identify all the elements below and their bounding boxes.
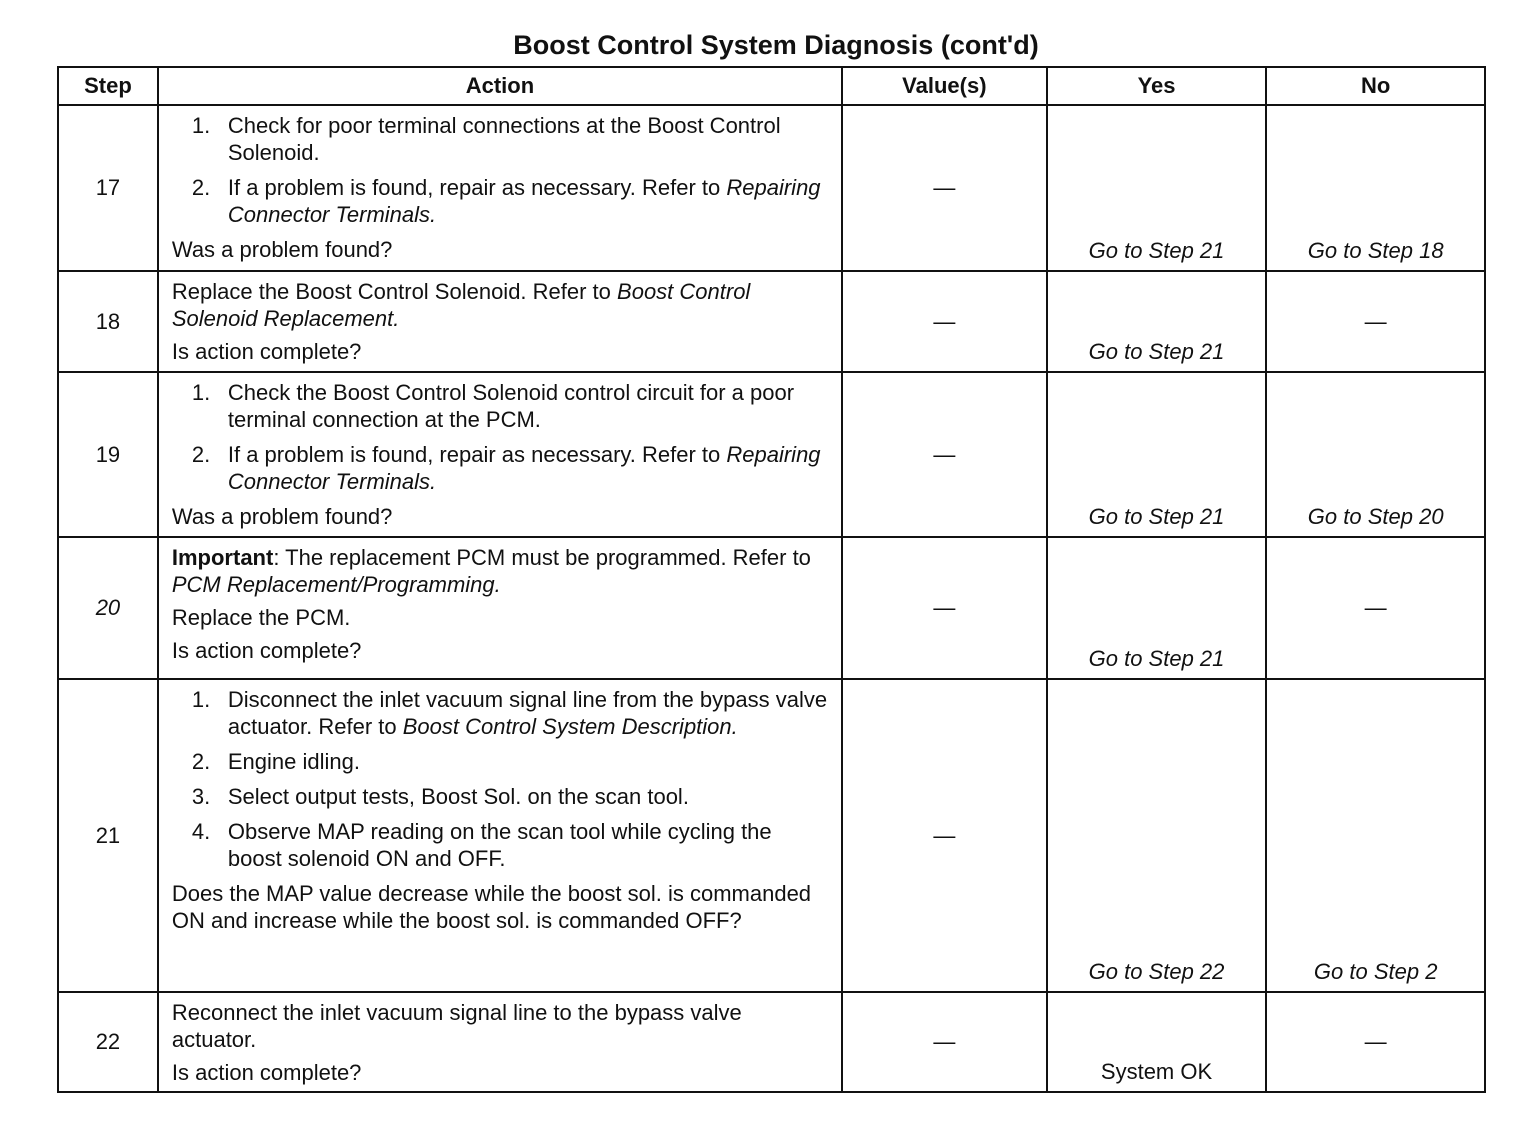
- list-number: 1.: [191, 113, 211, 138]
- action-list-item: [172, 112, 831, 166]
- table-row: [58, 105, 1485, 271]
- list-text: [228, 112, 831, 166]
- action-paragraph: [172, 637, 831, 664]
- list-number: 2.: [191, 442, 211, 467]
- yes-cell: System OK: [1047, 992, 1267, 1092]
- value-cell: —: [842, 537, 1047, 679]
- value-cell: —: [842, 271, 1047, 372]
- step-cell: 18: [58, 271, 158, 372]
- header-step: Step: [58, 67, 158, 105]
- action-paragraph: [172, 236, 831, 263]
- value-cell: —: [842, 679, 1047, 992]
- action-list-item: [172, 174, 831, 228]
- action-text: Check for poor terminal connections at the Boost Control Solenoid.: [227, 113, 781, 165]
- action-paragraph: [172, 604, 831, 631]
- action-cell: [158, 679, 842, 992]
- yes-cell: Go to Step 21: [1047, 105, 1267, 271]
- header-action: Action: [158, 67, 842, 105]
- step-cell: 17: [58, 105, 158, 271]
- action-text: Repairing Connector Terminals.: [227, 175, 821, 227]
- action-text: Check the Boost Control Solenoid control circuit for a poor terminal connection at the PCM.: [227, 380, 795, 432]
- list-text: [228, 379, 831, 433]
- action-text: Repairing Connector Terminals.: [227, 442, 821, 494]
- table-row: [58, 992, 1485, 1092]
- list-number: 1.: [191, 687, 211, 712]
- header-yes: Yes: [1047, 67, 1267, 105]
- list-text: [228, 686, 831, 740]
- action-text: Boost Control System Description.: [402, 714, 738, 739]
- list-text: [228, 174, 831, 228]
- action-text: Replace the Boost Control Solenoid. Refer to: [171, 279, 618, 304]
- list-text: [228, 441, 831, 495]
- action-cell: [158, 992, 842, 1092]
- action-paragraph: [172, 338, 831, 365]
- action-paragraph: [172, 544, 831, 598]
- no-cell: —: [1266, 271, 1485, 372]
- action-cell: [158, 372, 842, 537]
- no-cell: —: [1266, 992, 1485, 1092]
- action-text: Was a problem found?: [171, 237, 393, 262]
- list-number: 3.: [191, 784, 211, 809]
- action-paragraph: [172, 503, 831, 530]
- yes-cell: Go to Step 22: [1047, 679, 1267, 992]
- list-number: 2.: [191, 175, 211, 200]
- action-text: If a problem is found, repair as necessary. Refer to: [227, 175, 727, 200]
- action-text: Is action complete?: [171, 339, 362, 364]
- list-number: 2.: [191, 749, 211, 774]
- no-cell: —: [1266, 537, 1485, 679]
- list-text: [228, 818, 831, 872]
- list-text: [228, 748, 360, 775]
- step-cell: 19: [58, 372, 158, 537]
- step-cell: 21: [58, 679, 158, 992]
- header-no: No: [1266, 67, 1485, 105]
- action-list-item: [172, 379, 831, 433]
- page-title: Boost Control System Diagnosis (cont'd): [513, 30, 1039, 60]
- action-list-item: [172, 783, 831, 810]
- value-cell: —: [842, 992, 1047, 1092]
- table-row: [58, 372, 1485, 537]
- action-cell: [158, 271, 842, 372]
- action-text: Reconnect the inlet vacuum signal line to the bypass valve actuator.: [171, 1000, 742, 1052]
- yes-cell: Go to Step 21: [1047, 271, 1267, 372]
- value-cell: —: [842, 372, 1047, 537]
- action-text: Disconnect the inlet vacuum signal line from the bypass valve actuator. Refer to: [227, 687, 828, 739]
- action-text: Important: [171, 545, 274, 570]
- action-text: Was a problem found?: [171, 504, 393, 529]
- action-list-item: [172, 441, 831, 495]
- action-text: Is action complete?: [171, 1060, 362, 1085]
- table-row: [58, 679, 1485, 992]
- table-row: [58, 271, 1485, 372]
- yes-cell: Go to Step 21: [1047, 372, 1267, 537]
- list-number: 1.: [191, 380, 211, 405]
- no-cell: Go to Step 18: [1266, 105, 1485, 271]
- action-text: Replace the PCM.: [171, 605, 351, 630]
- action-paragraph: [172, 278, 831, 332]
- action-text: Is action complete?: [171, 638, 362, 663]
- header-row: [58, 67, 1485, 105]
- diagnosis-table: [57, 66, 1486, 1093]
- action-paragraph: [172, 999, 831, 1053]
- step-cell: 22: [58, 992, 158, 1092]
- list-text: [228, 783, 689, 810]
- list-number: 4.: [191, 819, 211, 844]
- header-values: Value(s): [842, 67, 1047, 105]
- table-row: [58, 537, 1485, 679]
- action-text: : The replacement PCM must be programmed. Refer to: [273, 545, 811, 570]
- action-cell: [158, 105, 842, 271]
- action-text: PCM Replacement/Programming.: [171, 572, 501, 597]
- action-cell: [158, 537, 842, 679]
- no-cell: Go to Step 20: [1266, 372, 1485, 537]
- action-text: If a problem is found, repair as necessary. Refer to: [227, 442, 727, 467]
- action-text: Boost Control Solenoid Replacement.: [171, 279, 751, 331]
- no-cell: Go to Step 2: [1266, 679, 1485, 992]
- action-text: Engine idling.: [227, 749, 360, 774]
- action-text: Observe MAP reading on the scan tool while cycling the boost solenoid ON and OFF.: [227, 819, 772, 871]
- action-list-item: [172, 686, 831, 740]
- step-cell: 20: [58, 537, 158, 679]
- action-list-item: [172, 818, 831, 872]
- action-text: Select output tests, Boost Sol. on the scan tool.: [227, 784, 689, 809]
- action-paragraph: [172, 1059, 831, 1086]
- action-text: Does the MAP value decrease while the boost sol. is commanded ON and increase while the boost sol. is commanded OFF?: [171, 881, 812, 933]
- action-paragraph: [172, 880, 831, 934]
- yes-cell: Go to Step 21: [1047, 537, 1267, 679]
- action-list-item: [172, 748, 831, 775]
- value-cell: —: [842, 105, 1047, 271]
